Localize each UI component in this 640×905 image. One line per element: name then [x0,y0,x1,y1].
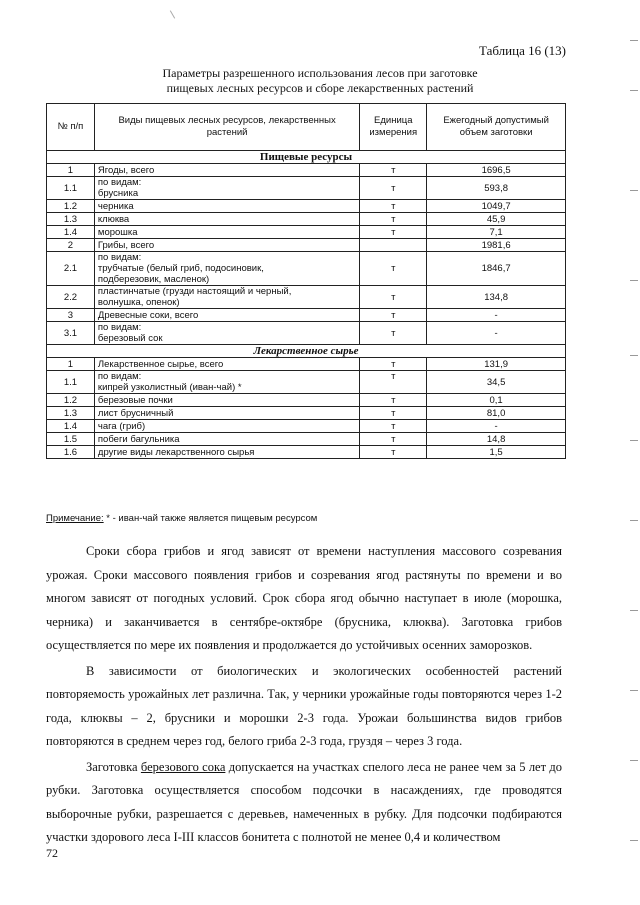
paragraph-3-rest: допускается на участках спелого леса не ранее чем за 5 лет до рубки. Заготовка осуществляется способом подсочки в насаждениях, где проводятся выборочные рубки, разрешается с деревьев, намеченных в рубку. Для подсочки подбираются участки здорового леса I-III классов бонитета с полнотой не менее 0,4 и количеством [46,759,562,844]
cell-name: лист брусничный [94,407,359,420]
note-text: * - иван-чай также является пищевым ресурсом [103,513,318,524]
cell-unit: т [360,164,427,177]
cell-name: клюква [94,213,359,226]
cell-num: 1.2 [47,394,95,407]
table-row [47,394,566,407]
cell-name [94,371,359,394]
table-note [46,513,317,524]
cell-num: 3 [47,309,95,322]
table-row [47,371,566,394]
cell-name-line: пластинчатые (грузди настоящий и черный, [97,286,292,297]
cell-value: - [427,420,566,433]
cell-unit: т [360,322,427,345]
cell-num: 3.1 [47,322,95,345]
cell-num: 1.1 [47,371,95,394]
cell-name-line: подберезовик, масленок) [97,274,210,285]
cell-num: 2.1 [47,252,95,286]
edge-mark [630,520,638,521]
cell-name: Грибы, всего [94,239,359,252]
cell-unit: т [360,420,427,433]
cell-value: 1,5 [427,446,566,459]
table-row [47,177,566,200]
col-header-volume: Ежегодный допустимый объем заготовки [427,104,566,151]
table-row [47,226,566,239]
paragraph-3-start: Заготовка [86,759,141,774]
cell-name-line: волнушка, опенок) [97,297,180,308]
table-title [110,66,530,96]
table-title-line2: пищевых лесных ресурсов и сборе лекарственных растений [166,81,474,95]
cell-value: 131,9 [427,358,566,371]
table-row [47,286,566,309]
cell-value: 34,5 [427,371,566,394]
table-row [47,420,566,433]
resources-table [46,103,566,459]
cell-value: 0,1 [427,394,566,407]
table-row [47,407,566,420]
cell-num: 2 [47,239,95,252]
col-header-unit: Единица измерения [360,104,427,151]
cell-unit: т [360,226,427,239]
cell-num: 1.3 [47,407,95,420]
table-row [47,358,566,371]
table-row [47,433,566,446]
cell-unit: т [360,200,427,213]
cell-value: 593,8 [427,177,566,200]
cell-unit: т [360,433,427,446]
cell-name: березовые почки [94,394,359,407]
cell-name-line: трубчатые (белый гриб, подосиновик, [97,263,264,274]
paragraph-3 [46,756,562,850]
table-row [47,200,566,213]
edge-mark [630,190,638,191]
cell-num: 1 [47,358,95,371]
cell-num: 1.4 [47,226,95,239]
cell-unit: т [360,446,427,459]
table-header-row [47,104,566,151]
cell-value: 1696,5 [427,164,566,177]
note-label: Примечание: [46,513,104,524]
cell-name [94,177,359,200]
cell-unit: т [360,407,427,420]
cell-unit [360,239,427,252]
cell-name: побеги багульника [94,433,359,446]
edge-mark [630,840,638,841]
table-row [47,239,566,252]
cell-value: - [427,322,566,345]
table-row [47,213,566,226]
table-number: Таблица 16 (13) [478,43,566,58]
cell-name: Лекарственное сырье, всего [94,358,359,371]
body-text [46,540,562,850]
cell-value: 1049,7 [427,200,566,213]
cell-unit: т [360,394,427,407]
cell-name [94,322,359,345]
edge-mark [630,90,638,91]
cell-name: чага (гриб) [94,420,359,433]
col-header-num: № п/п [47,104,95,151]
table-row [47,252,566,286]
scan-artifact [170,10,175,18]
cell-value: 134,8 [427,286,566,309]
cell-name-line: по видам: [97,371,142,382]
cell-name [94,286,359,309]
cell-name-line: брусника [97,188,139,199]
cell-name: другие виды лекарственного сырья [94,446,359,459]
edge-mark [630,280,638,281]
table-row [47,322,566,345]
cell-name-line: по видам: [97,322,142,333]
cell-num: 1.2 [47,200,95,213]
cell-value: 14,8 [427,433,566,446]
birch-sap-link[interactable]: березового сока [140,759,226,774]
cell-value: 1846,7 [427,252,566,286]
section-food: Пищевые ресурсы [47,151,566,164]
cell-num: 1.5 [47,433,95,446]
cell-num: 1.6 [47,446,95,459]
cell-value: 81,0 [427,407,566,420]
table-row [47,446,566,459]
edge-mark [630,760,638,761]
paragraph-2: В зависимости от биологических и экологических особенностей растений повторяемость урожайных лет различна. Так, у черники урожайные годы повторяются через 1-2 года, клюквы – 2, брусники и морошки 2-3 года. Урожаи большинства видов грибов повторяются в среднем через год, белого гриба 2-3 года, груздя – через 3 года. [46,663,562,748]
col-header-name: Виды пищевых лесных ресурсов, лекарственных растений [94,104,359,151]
table-title-line1: Параметры разрешенного использования лесов при заготовке [162,66,478,80]
cell-unit: т [360,177,427,200]
edge-mark [630,40,638,41]
cell-name-line: по видам: [97,177,142,188]
paragraph-1: Сроки сбора грибов и ягод зависят от времени наступления массового созревания урожая. Сроки массового появления грибов и созревания ягод растянуты по времени и во многом зависят от погодных условий. Срок сбора ягод обычно наступает в июле (морошка, черника) и заканчивается в сентябре-октябре (брусника, клюква). Заготовка грибов осуществляется по мере их появления и продолжается до устойчивых осенних заморозков. [46,544,562,652]
edge-mark [630,690,638,691]
cell-unit: т [360,309,427,322]
cell-name-line: кипрей узколистный (иван-чай) * [97,382,242,393]
cell-value: 1981,6 [427,239,566,252]
cell-num: 1.4 [47,420,95,433]
edge-mark [630,440,638,441]
cell-name: черника [94,200,359,213]
page-number: 72 [46,846,58,860]
cell-unit: т [360,371,427,394]
cell-name: морошка [94,226,359,239]
cell-value: 7,1 [427,226,566,239]
cell-name [94,252,359,286]
edge-mark [630,610,638,611]
cell-name: Древесные соки, всего [94,309,359,322]
cell-unit: т [360,252,427,286]
cell-name-line: по видам: [97,252,142,263]
section-medicinal: Лекарственное сырье [47,345,566,358]
cell-num: 2.2 [47,286,95,309]
edge-mark [630,355,638,356]
cell-num: 1.1 [47,177,95,200]
cell-unit: т [360,358,427,371]
cell-num: 1.3 [47,213,95,226]
cell-value: - [427,309,566,322]
cell-name: Ягоды, всего [94,164,359,177]
cell-value: 45,9 [427,213,566,226]
table-row [47,309,566,322]
cell-unit: т [360,213,427,226]
cell-unit: т [360,286,427,309]
cell-num: 1 [47,164,95,177]
cell-name-line: березовый сок [97,333,163,344]
table-row [47,164,566,177]
